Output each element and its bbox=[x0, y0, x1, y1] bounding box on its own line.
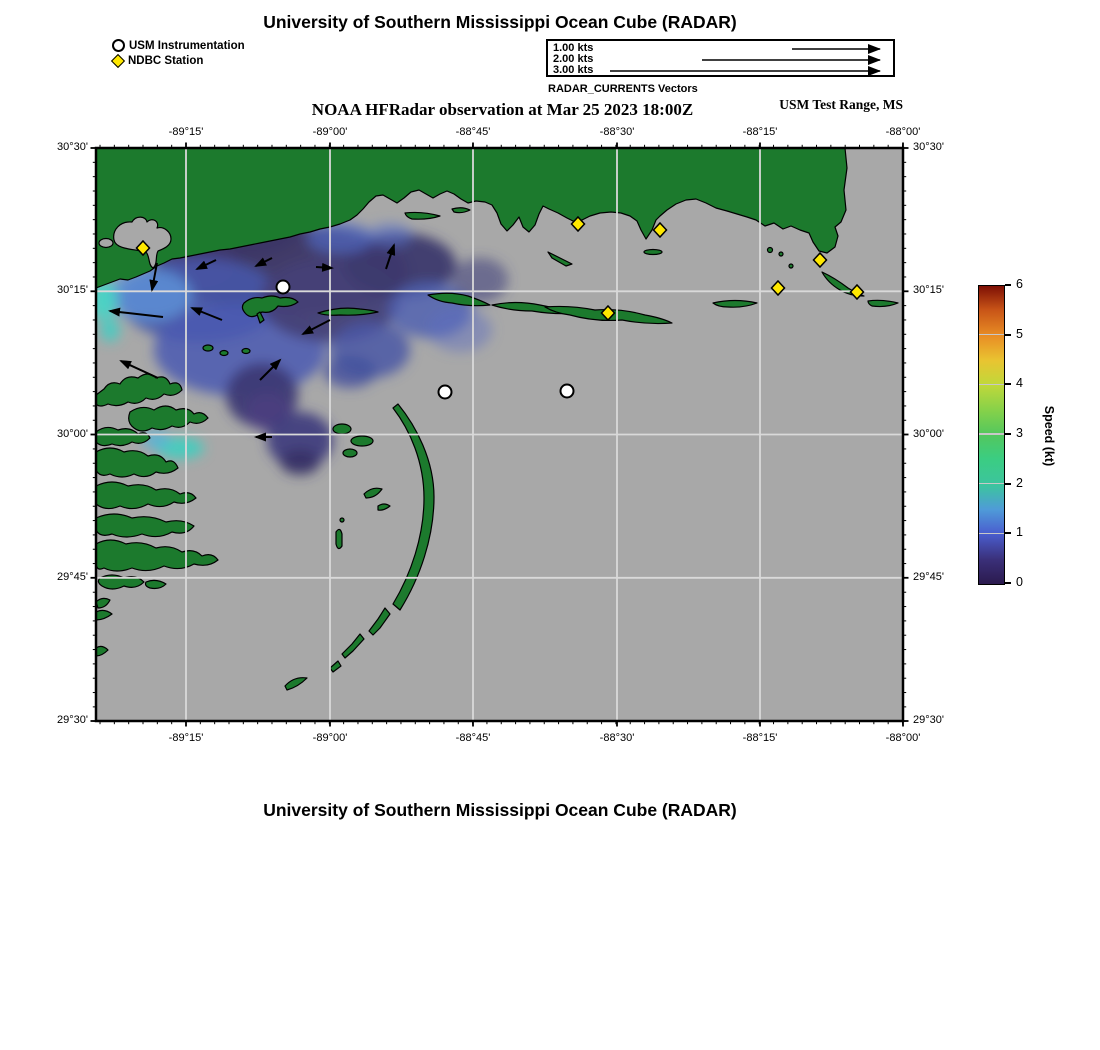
lon-label-bottom: -88°00' bbox=[885, 732, 921, 744]
lat-label-right: 30°00' bbox=[913, 427, 944, 440]
lon-label-bottom: -88°30' bbox=[599, 732, 635, 744]
colorbar-tick bbox=[1005, 532, 1011, 534]
lat-label-left: 30°30' bbox=[57, 141, 88, 153]
legend-row-usm bbox=[112, 38, 245, 53]
colorbar-gridline bbox=[979, 533, 1004, 535]
lon-label-bottom: -88°15' bbox=[742, 732, 778, 744]
lake-borgne-arm bbox=[99, 239, 113, 248]
usm-station-marker bbox=[439, 386, 452, 399]
colorbar-tick-label: 0 bbox=[1016, 575, 1023, 589]
lon-label-top: -88°15' bbox=[742, 126, 778, 138]
colorbar-gridline bbox=[979, 483, 1004, 485]
colorbar-label: Speed (kt) bbox=[1042, 405, 1056, 467]
lon-label-top: -89°00' bbox=[312, 126, 348, 138]
colorbar bbox=[978, 285, 1005, 585]
vector-key-1kt-label: 1.00 kts bbox=[553, 42, 594, 54]
footer-title: University of Southern Mississippi Ocean Cube (RADAR) bbox=[263, 800, 737, 820]
colorbar-tick-label: 3 bbox=[1016, 426, 1023, 440]
lon-label-top: -88°30' bbox=[599, 126, 635, 138]
lat-label-left: 29°45' bbox=[57, 570, 88, 583]
legend-row-ndbc bbox=[112, 53, 245, 68]
ndbc-station-icon bbox=[111, 53, 125, 67]
lon-label-bottom: -89°15' bbox=[168, 732, 204, 744]
vector-key-caption: RADAR_CURRENTS Vectors bbox=[548, 83, 698, 95]
colorbar-tick-label: 5 bbox=[1016, 326, 1023, 341]
colorbar-tick-label: 4 bbox=[1016, 376, 1023, 391]
lat-label-right: 29°45' bbox=[913, 570, 944, 583]
legend-usm-label: USM Instrumentation bbox=[129, 39, 245, 52]
colorbar-tick bbox=[1005, 483, 1011, 485]
lon-label-bottom: -88°45' bbox=[455, 732, 491, 744]
vector-scale-key bbox=[546, 39, 895, 77]
lat-label-right: 30°30' bbox=[913, 141, 944, 153]
colorbar-tick-label: 1 bbox=[1016, 525, 1023, 540]
vector-key-3kt-label: 3.00 kts bbox=[553, 64, 594, 76]
lat-label-left: 29°30' bbox=[57, 714, 88, 726]
colorbar-gridline bbox=[979, 334, 1004, 336]
map-canvas bbox=[90, 142, 910, 728]
vector-key-arrows bbox=[548, 41, 893, 75]
colorbar-gridline bbox=[979, 384, 1004, 386]
usm-station-marker bbox=[277, 281, 290, 294]
map-legend bbox=[112, 38, 245, 68]
current-arrow bbox=[316, 267, 332, 268]
lat-label-right: 29°30' bbox=[913, 714, 944, 726]
colorbar-tick-label: 2 bbox=[1016, 475, 1023, 490]
page-title: University of Southern Mississippi Ocean Cube (RADAR) bbox=[263, 12, 737, 32]
legend-ndbc-label: NDBC Station bbox=[128, 54, 204, 67]
colorbar-gridline bbox=[979, 433, 1004, 435]
lat-label-left: 30°00' bbox=[57, 427, 88, 440]
test-range-label: USM Test Range, MS bbox=[779, 97, 903, 112]
lon-label-top: -89°15' bbox=[168, 126, 204, 138]
vector-key-2kt-label: 2.00 kts bbox=[553, 53, 594, 65]
colorbar-tick bbox=[1005, 334, 1011, 336]
lat-label-right: 30°15' bbox=[913, 284, 944, 297]
lon-label-top: -88°45' bbox=[455, 126, 491, 138]
colorbar-tick bbox=[1005, 284, 1011, 286]
lon-label-bottom: -89°00' bbox=[312, 732, 348, 744]
lon-label-top: -88°00' bbox=[885, 126, 921, 138]
observation-subtitle: NOAA HFRadar observation at Mar 25 2023 18:00Z bbox=[311, 100, 694, 119]
colorbar-tick-label: 6 bbox=[1016, 277, 1023, 291]
lat-label-left: 30°15' bbox=[57, 284, 88, 297]
usm-station-marker bbox=[561, 385, 574, 398]
usm-instrument-icon bbox=[112, 39, 125, 52]
colorbar-tick bbox=[1005, 582, 1011, 584]
colorbar-tick bbox=[1005, 383, 1011, 385]
colorbar-tick bbox=[1005, 433, 1011, 435]
